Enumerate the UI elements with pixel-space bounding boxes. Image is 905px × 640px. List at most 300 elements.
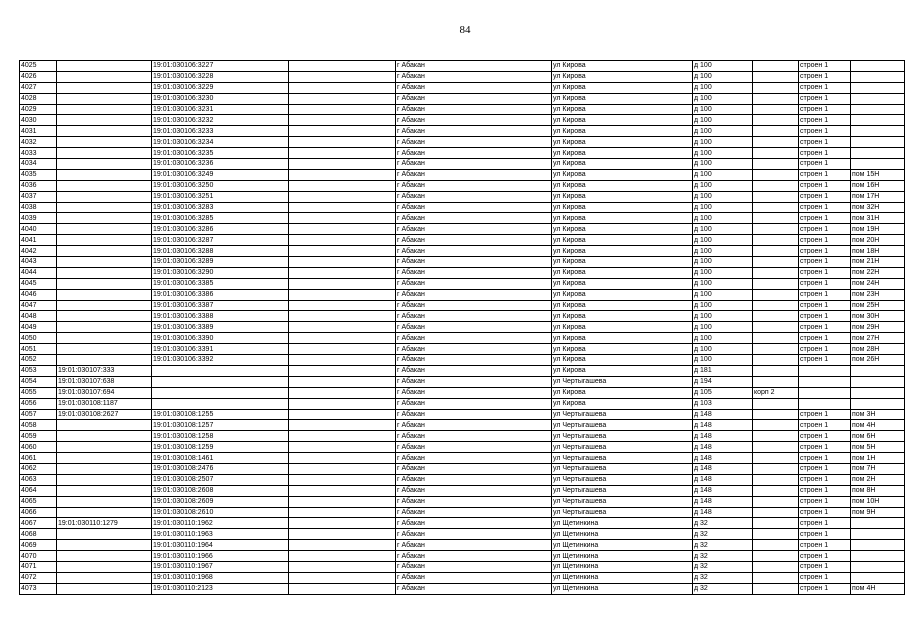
city-cell: г Абакан xyxy=(396,344,552,355)
premises-cell xyxy=(851,518,905,529)
cadastral-number-cell: 19:01:030108:2476 xyxy=(152,463,289,474)
street-cell: ул Кирова xyxy=(552,148,693,159)
table-row xyxy=(20,61,905,72)
table-row xyxy=(20,322,905,333)
building-cell: строен 1 xyxy=(799,463,851,474)
city-cell: г Абакан xyxy=(396,333,552,344)
parent-cadastral-number-cell xyxy=(57,485,152,496)
corpus-cell xyxy=(753,398,799,409)
extra-field-cell xyxy=(289,213,396,224)
corpus-cell xyxy=(753,365,799,376)
cadastral-number-cell: 19:01:030108:1259 xyxy=(152,442,289,453)
street-cell: ул Кирова xyxy=(552,159,693,170)
building-cell: строен 1 xyxy=(799,213,851,224)
corpus-cell xyxy=(753,104,799,115)
cadastral-number-cell: 19:01:030106:3235 xyxy=(152,148,289,159)
corpus-cell xyxy=(753,572,799,583)
building-cell: строен 1 xyxy=(799,333,851,344)
building-cell: строен 1 xyxy=(799,474,851,485)
extra-field-cell xyxy=(289,246,396,257)
house-cell: д 100 xyxy=(693,126,753,137)
row-number-cell: 4065 xyxy=(20,496,57,507)
extra-field-cell xyxy=(289,300,396,311)
premises-cell: пом 9Н xyxy=(851,507,905,518)
row-number-cell: 4045 xyxy=(20,278,57,289)
city-cell: г Абакан xyxy=(396,180,552,191)
street-cell: ул Кирова xyxy=(552,169,693,180)
premises-cell: пом 27Н xyxy=(851,333,905,344)
parent-cadastral-number-cell xyxy=(57,267,152,278)
street-cell: ул Кирова xyxy=(552,191,693,202)
premises-cell xyxy=(851,376,905,387)
corpus-cell xyxy=(753,148,799,159)
premises-cell: пом 8Н xyxy=(851,485,905,496)
house-cell: д 148 xyxy=(693,453,753,464)
cadastral-number-cell: 19:01:030106:3227 xyxy=(152,61,289,72)
extra-field-cell xyxy=(289,104,396,115)
parent-cadastral-number-cell xyxy=(57,289,152,300)
cadastral-number-cell: 19:01:030106:3388 xyxy=(152,311,289,322)
extra-field-cell xyxy=(289,180,396,191)
table-row xyxy=(20,420,905,431)
premises-cell: пом 17Н xyxy=(851,191,905,202)
row-number-cell: 4061 xyxy=(20,453,57,464)
table-row xyxy=(20,311,905,322)
extra-field-cell xyxy=(289,551,396,562)
row-number-cell: 4026 xyxy=(20,71,57,82)
city-cell: г Абакан xyxy=(396,365,552,376)
row-number-cell: 4038 xyxy=(20,202,57,213)
parent-cadastral-number-cell xyxy=(57,235,152,246)
building-cell xyxy=(799,376,851,387)
city-cell: г Абакан xyxy=(396,376,552,387)
street-cell: ул Кирова xyxy=(552,289,693,300)
building-cell: строен 1 xyxy=(799,115,851,126)
corpus-cell xyxy=(753,61,799,72)
parent-cadastral-number-cell xyxy=(57,278,152,289)
city-cell: г Абакан xyxy=(396,409,552,420)
parent-cadastral-number-cell xyxy=(57,561,152,572)
parent-cadastral-number-cell xyxy=(57,496,152,507)
extra-field-cell xyxy=(289,311,396,322)
parent-cadastral-number-cell xyxy=(57,246,152,257)
row-number-cell: 4066 xyxy=(20,507,57,518)
corpus-cell xyxy=(753,71,799,82)
city-cell: г Абакан xyxy=(396,496,552,507)
cadastral-number-cell: 19:01:030106:3285 xyxy=(152,213,289,224)
street-cell: ул Кирова xyxy=(552,267,693,278)
city-cell: г Абакан xyxy=(396,518,552,529)
table-row xyxy=(20,104,905,115)
table-row xyxy=(20,93,905,104)
premises-cell: пом 5Н xyxy=(851,442,905,453)
city-cell: г Абакан xyxy=(396,485,552,496)
corpus-cell xyxy=(753,322,799,333)
extra-field-cell xyxy=(289,169,396,180)
city-cell: г Абакан xyxy=(396,159,552,170)
street-cell: ул Чертыгашева xyxy=(552,453,693,464)
house-cell: д 100 xyxy=(693,322,753,333)
building-cell: строен 1 xyxy=(799,61,851,72)
building-cell: строен 1 xyxy=(799,82,851,93)
premises-cell xyxy=(851,115,905,126)
cadastral-number-cell xyxy=(152,365,289,376)
cadastral-number-cell: 19:01:030106:3385 xyxy=(152,278,289,289)
extra-field-cell xyxy=(289,485,396,496)
corpus-cell xyxy=(753,257,799,268)
house-cell: д 194 xyxy=(693,376,753,387)
table-row xyxy=(20,453,905,464)
premises-cell xyxy=(851,82,905,93)
street-cell: ул Щетинкина xyxy=(552,518,693,529)
street-cell: ул Кирова xyxy=(552,278,693,289)
cadastral-number-cell: 19:01:030106:3233 xyxy=(152,126,289,137)
building-cell: строен 1 xyxy=(799,137,851,148)
building-cell: строен 1 xyxy=(799,518,851,529)
extra-field-cell xyxy=(289,115,396,126)
parent-cadastral-number-cell xyxy=(57,257,152,268)
premises-cell xyxy=(851,387,905,398)
house-cell: д 100 xyxy=(693,82,753,93)
street-cell: ул Кирова xyxy=(552,180,693,191)
parent-cadastral-number-cell: 19:01:030107:638 xyxy=(57,376,152,387)
corpus-cell xyxy=(753,496,799,507)
table-row xyxy=(20,431,905,442)
row-number-cell: 4067 xyxy=(20,518,57,529)
corpus-cell xyxy=(753,529,799,540)
cadastral-number-cell: 19:01:030106:3234 xyxy=(152,137,289,148)
row-number-cell: 4034 xyxy=(20,159,57,170)
building-cell: строен 1 xyxy=(799,267,851,278)
table-row xyxy=(20,202,905,213)
parent-cadastral-number-cell xyxy=(57,213,152,224)
extra-field-cell xyxy=(289,376,396,387)
table-row xyxy=(20,235,905,246)
city-cell: г Абакан xyxy=(396,148,552,159)
street-cell: ул Кирова xyxy=(552,355,693,366)
house-cell: д 100 xyxy=(693,344,753,355)
corpus-cell xyxy=(753,561,799,572)
street-cell: ул Чертыгашева xyxy=(552,431,693,442)
table-row xyxy=(20,71,905,82)
corpus-cell xyxy=(753,376,799,387)
corpus-cell xyxy=(753,246,799,257)
cadastral-number-cell: 19:01:030108:2608 xyxy=(152,485,289,496)
premises-cell xyxy=(851,137,905,148)
table-row xyxy=(20,115,905,126)
corpus-cell xyxy=(753,300,799,311)
parent-cadastral-number-cell xyxy=(57,159,152,170)
cadastral-number-cell: 19:01:030106:3392 xyxy=(152,355,289,366)
building-cell: строен 1 xyxy=(799,344,851,355)
street-cell: ул Кирова xyxy=(552,333,693,344)
row-number-cell: 4049 xyxy=(20,322,57,333)
city-cell: г Абакан xyxy=(396,540,552,551)
building-cell: строен 1 xyxy=(799,180,851,191)
cadastral-number-cell: 19:01:030108:1257 xyxy=(152,420,289,431)
corpus-cell xyxy=(753,333,799,344)
extra-field-cell xyxy=(289,267,396,278)
building-cell: строен 1 xyxy=(799,540,851,551)
row-number-cell: 4057 xyxy=(20,409,57,420)
table-row xyxy=(20,191,905,202)
parent-cadastral-number-cell xyxy=(57,540,152,551)
house-cell: д 100 xyxy=(693,213,753,224)
corpus-cell xyxy=(753,267,799,278)
row-number-cell: 4050 xyxy=(20,333,57,344)
house-cell: д 148 xyxy=(693,463,753,474)
parent-cadastral-number-cell xyxy=(57,180,152,191)
row-number-cell: 4039 xyxy=(20,213,57,224)
house-cell: д 148 xyxy=(693,507,753,518)
table-row xyxy=(20,344,905,355)
extra-field-cell xyxy=(289,355,396,366)
city-cell: г Абакан xyxy=(396,71,552,82)
cadastral-number-cell xyxy=(152,387,289,398)
parent-cadastral-number-cell xyxy=(57,431,152,442)
cadastral-number-cell: 19:01:030106:3290 xyxy=(152,267,289,278)
row-number-cell: 4036 xyxy=(20,180,57,191)
parent-cadastral-number-cell: 19:01:030110:1279 xyxy=(57,518,152,529)
parent-cadastral-number-cell xyxy=(57,93,152,104)
table-row xyxy=(20,126,905,137)
premises-cell xyxy=(851,104,905,115)
street-cell: ул Кирова xyxy=(552,224,693,235)
corpus-cell xyxy=(753,213,799,224)
parent-cadastral-number-cell xyxy=(57,474,152,485)
city-cell: г Абакан xyxy=(396,169,552,180)
corpus-cell xyxy=(753,159,799,170)
corpus-cell xyxy=(753,453,799,464)
table-row xyxy=(20,485,905,496)
street-cell: ул Кирова xyxy=(552,93,693,104)
building-cell: строен 1 xyxy=(799,300,851,311)
city-cell: г Абакан xyxy=(396,322,552,333)
table-row xyxy=(20,137,905,148)
table-row xyxy=(20,376,905,387)
premises-cell xyxy=(851,93,905,104)
cadastral-number-cell: 19:01:030106:3391 xyxy=(152,344,289,355)
table-row xyxy=(20,267,905,278)
building-cell: строен 1 xyxy=(799,485,851,496)
city-cell: г Абакан xyxy=(396,398,552,409)
building-cell: строен 1 xyxy=(799,529,851,540)
city-cell: г Абакан xyxy=(396,126,552,137)
corpus-cell xyxy=(753,115,799,126)
table-row xyxy=(20,529,905,540)
table-row xyxy=(20,257,905,268)
parent-cadastral-number-cell xyxy=(57,311,152,322)
city-cell: г Абакан xyxy=(396,583,552,594)
street-cell: ул Чертыгашева xyxy=(552,507,693,518)
cadastral-number-cell: 19:01:030106:3286 xyxy=(152,224,289,235)
cadastral-number-cell: 19:01:030106:3386 xyxy=(152,289,289,300)
table-row xyxy=(20,540,905,551)
street-cell: ул Щетинкина xyxy=(552,529,693,540)
parent-cadastral-number-cell xyxy=(57,191,152,202)
parent-cadastral-number-cell xyxy=(57,126,152,137)
cadastral-number-cell: 19:01:030110:2123 xyxy=(152,583,289,594)
premises-cell xyxy=(851,540,905,551)
house-cell: д 100 xyxy=(693,191,753,202)
corpus-cell xyxy=(753,551,799,562)
premises-cell xyxy=(851,365,905,376)
table-row xyxy=(20,180,905,191)
extra-field-cell xyxy=(289,137,396,148)
corpus-cell xyxy=(753,126,799,137)
cadastral-number-cell: 19:01:030106:3287 xyxy=(152,235,289,246)
cadastral-number-cell: 19:01:030106:3232 xyxy=(152,115,289,126)
premises-cell xyxy=(851,126,905,137)
house-cell: д 148 xyxy=(693,474,753,485)
street-cell: ул Кирова xyxy=(552,365,693,376)
extra-field-cell xyxy=(289,224,396,235)
street-cell: ул Щетинкина xyxy=(552,561,693,572)
street-cell: ул Чертыгашева xyxy=(552,485,693,496)
extra-field-cell xyxy=(289,572,396,583)
building-cell: строен 1 xyxy=(799,278,851,289)
building-cell: строен 1 xyxy=(799,409,851,420)
cadastral-number-cell: 19:01:030106:3251 xyxy=(152,191,289,202)
row-number-cell: 4063 xyxy=(20,474,57,485)
cadastral-number-cell: 19:01:030110:1968 xyxy=(152,572,289,583)
house-cell: д 148 xyxy=(693,442,753,453)
row-number-cell: 4040 xyxy=(20,224,57,235)
extra-field-cell xyxy=(289,398,396,409)
extra-field-cell xyxy=(289,82,396,93)
row-number-cell: 4031 xyxy=(20,126,57,137)
building-cell: строен 1 xyxy=(799,322,851,333)
house-cell: д 100 xyxy=(693,289,753,300)
cadastral-number-cell: 19:01:030108:1258 xyxy=(152,431,289,442)
building-cell: строен 1 xyxy=(799,442,851,453)
house-cell: д 32 xyxy=(693,561,753,572)
premises-cell: пом 23Н xyxy=(851,289,905,300)
parent-cadastral-number-cell xyxy=(57,420,152,431)
street-cell: ул Кирова xyxy=(552,61,693,72)
premises-cell xyxy=(851,398,905,409)
corpus-cell xyxy=(753,518,799,529)
street-cell: ул Кирова xyxy=(552,257,693,268)
row-number-cell: 4058 xyxy=(20,420,57,431)
table-row xyxy=(20,278,905,289)
house-cell: д 148 xyxy=(693,496,753,507)
city-cell: г Абакан xyxy=(396,137,552,148)
premises-cell: пом 26Н xyxy=(851,355,905,366)
building-cell: строен 1 xyxy=(799,159,851,170)
row-number-cell: 4054 xyxy=(20,376,57,387)
cadastral-number-cell: 19:01:030106:3236 xyxy=(152,159,289,170)
parent-cadastral-number-cell xyxy=(57,344,152,355)
corpus-cell xyxy=(753,224,799,235)
premises-cell: пом 24Н xyxy=(851,278,905,289)
row-number-cell: 4062 xyxy=(20,463,57,474)
row-number-cell: 4070 xyxy=(20,551,57,562)
extra-field-cell xyxy=(289,333,396,344)
parent-cadastral-number-cell: 19:01:030107:694 xyxy=(57,387,152,398)
house-cell: д 100 xyxy=(693,169,753,180)
premises-cell: пом 15Н xyxy=(851,169,905,180)
parent-cadastral-number-cell xyxy=(57,202,152,213)
parent-cadastral-number-cell xyxy=(57,453,152,464)
extra-field-cell xyxy=(289,529,396,540)
street-cell: ул Чертыгашева xyxy=(552,474,693,485)
building-cell: строен 1 xyxy=(799,551,851,562)
corpus-cell xyxy=(753,278,799,289)
corpus-cell xyxy=(753,507,799,518)
premises-cell: пом 16Н xyxy=(851,180,905,191)
row-number-cell: 4060 xyxy=(20,442,57,453)
row-number-cell: 4028 xyxy=(20,93,57,104)
cadastral-number-cell: 19:01:030106:3230 xyxy=(152,93,289,104)
row-number-cell: 4064 xyxy=(20,485,57,496)
cadastral-number-cell: 19:01:030110:1963 xyxy=(152,529,289,540)
street-cell: ул Чертыгашева xyxy=(552,376,693,387)
street-cell: ул Чертыгашева xyxy=(552,496,693,507)
premises-cell: пом 32Н xyxy=(851,202,905,213)
building-cell: строен 1 xyxy=(799,289,851,300)
premises-cell: пом 31Н xyxy=(851,213,905,224)
house-cell: д 32 xyxy=(693,572,753,583)
table-row xyxy=(20,333,905,344)
house-cell: д 100 xyxy=(693,311,753,322)
premises-cell: пом 4Н xyxy=(851,583,905,594)
street-cell: ул Кирова xyxy=(552,322,693,333)
cadastral-number-cell: 19:01:030108:1255 xyxy=(152,409,289,420)
table-row xyxy=(20,572,905,583)
table-row xyxy=(20,518,905,529)
parent-cadastral-number-cell xyxy=(57,551,152,562)
cadastral-number-cell: 19:01:030106:3231 xyxy=(152,104,289,115)
extra-field-cell xyxy=(289,148,396,159)
row-number-cell: 4041 xyxy=(20,235,57,246)
premises-cell: пом 18Н xyxy=(851,246,905,257)
parent-cadastral-number-cell xyxy=(57,529,152,540)
row-number-cell: 4072 xyxy=(20,572,57,583)
cadastral-number-cell: 19:01:030106:3249 xyxy=(152,169,289,180)
city-cell: г Абакан xyxy=(396,561,552,572)
premises-cell xyxy=(851,71,905,82)
row-number-cell: 4068 xyxy=(20,529,57,540)
extra-field-cell xyxy=(289,507,396,518)
building-cell: строен 1 xyxy=(799,257,851,268)
city-cell: г Абакан xyxy=(396,93,552,104)
table-row xyxy=(20,561,905,572)
street-cell: ул Кирова xyxy=(552,202,693,213)
house-cell: д 100 xyxy=(693,159,753,170)
building-cell: строен 1 xyxy=(799,420,851,431)
house-cell: д 100 xyxy=(693,235,753,246)
parent-cadastral-number-cell xyxy=(57,224,152,235)
premises-cell: пом 25Н xyxy=(851,300,905,311)
table-row xyxy=(20,169,905,180)
premises-cell: пом 30Н xyxy=(851,311,905,322)
cadastral-number-cell: 19:01:030106:3389 xyxy=(152,322,289,333)
city-cell: г Абакан xyxy=(396,507,552,518)
house-cell: д 100 xyxy=(693,137,753,148)
table-row xyxy=(20,82,905,93)
premises-cell xyxy=(851,148,905,159)
cadastral-number-cell: 19:01:030106:3283 xyxy=(152,202,289,213)
street-cell: ул Кирова xyxy=(552,82,693,93)
corpus-cell xyxy=(753,169,799,180)
house-cell: д 100 xyxy=(693,257,753,268)
row-number-cell: 4051 xyxy=(20,344,57,355)
city-cell: г Абакан xyxy=(396,355,552,366)
house-cell: д 103 xyxy=(693,398,753,409)
building-cell: строен 1 xyxy=(799,169,851,180)
building-cell: строен 1 xyxy=(799,431,851,442)
